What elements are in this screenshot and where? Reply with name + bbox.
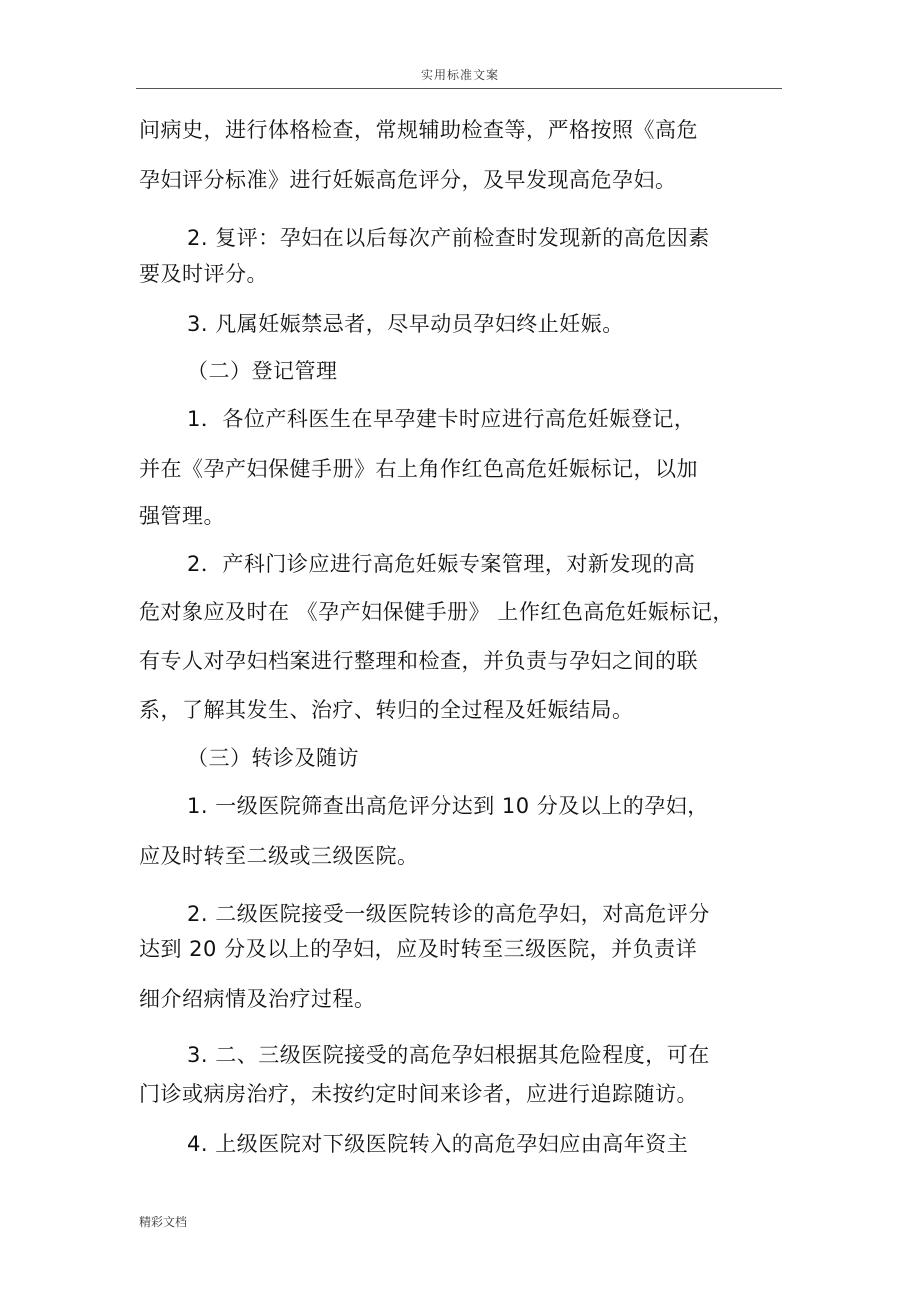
body-line: 应及时转至二级或三级医院。 — [139, 844, 419, 868]
body-line: 要及时评分。 — [139, 262, 268, 286]
body-line: 并在《孕产妇保健手册》右上角作红色高危妊娠标记，以加 — [139, 457, 698, 481]
section-heading: （二）登记管理 — [187, 359, 338, 383]
body-line: 细介绍病情及治疗过程。 — [139, 987, 376, 1011]
body-line: 有专人对孕妇档案进行整理和检查，并负责与孕妇之间的联 — [139, 649, 698, 673]
body-line: 4. 上级医院对下级医院转入的高危孕妇应由高年资主 — [187, 1132, 689, 1156]
body-line: 达到 20 分及以上的孕妇，应及时转至三级医院，并负责详 — [139, 937, 698, 961]
page-header-title: 实用标准文案 — [420, 68, 499, 82]
body-line: 2. 二级医院接受一级医院转诊的高危孕妇，对高危评分 — [187, 902, 710, 926]
body-line: 3. 凡属妊娠禁忌者，尽早动员孕妇终止妊娠。 — [187, 312, 624, 336]
body-line: 3. 二、三级医院接受的高危孕妇根据其危险程度，可在 — [187, 1043, 710, 1067]
body-line: 门诊或病房治疗，未按约定时间来诊者，应进行追踪随访。 — [139, 1082, 698, 1106]
section-heading: （三）转诊及随访 — [187, 746, 359, 770]
header-divider — [136, 88, 782, 89]
body-line: 1. 一级医院筛查出高危评分达到 10 分及以上的孕妇， — [187, 794, 709, 818]
body-line: 问病史，进行体格检查，常规辅助检查等，严格按照《高危 — [139, 118, 698, 142]
body-line: 2. 复评：孕妇在以后每次产前检查时发现新的高危因素 — [187, 226, 710, 250]
body-line: 1．各位产科医生在早孕建卡时应进行高危妊娠登记， — [187, 407, 696, 431]
body-line: 2．产科门诊应进行高危妊娠专案管理，对新发现的高 — [187, 552, 696, 576]
body-line: 危对象应及时在 《孕产妇保健手册》 上作红色高危妊娠标记， — [139, 600, 734, 624]
body-line: 系，了解其发生、治疗、转归的全过程及妊娠结局。 — [139, 698, 634, 722]
page-footer-label: 精彩文档 — [139, 1215, 188, 1229]
body-line: 强管理。 — [139, 504, 225, 528]
body-line: 孕妇评分标准》进行妊娠高危评分，及早发现高危孕妇。 — [139, 168, 677, 192]
